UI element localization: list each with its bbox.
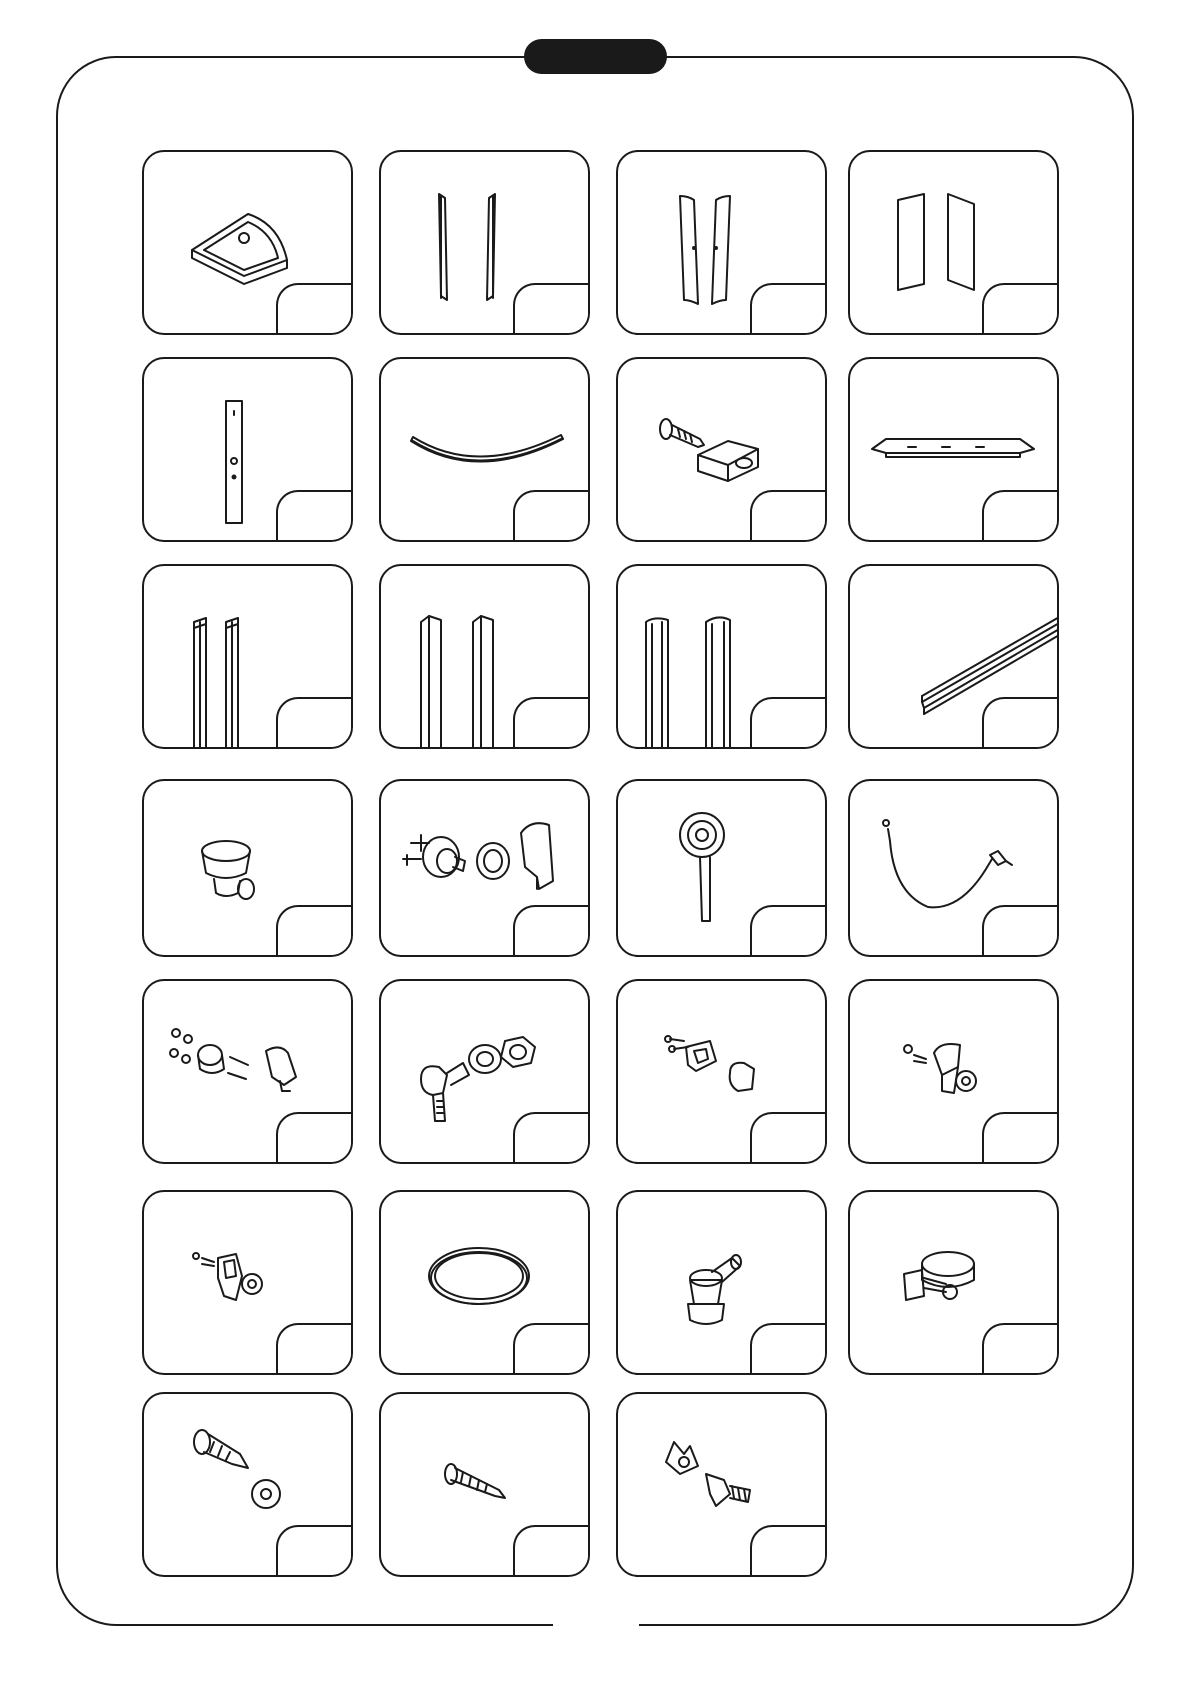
page-header-tab xyxy=(524,39,667,74)
part-card xyxy=(142,150,353,335)
part-label xyxy=(984,699,1059,749)
part-card xyxy=(848,150,1059,335)
part-number-tab xyxy=(513,1112,590,1164)
part-number-tab xyxy=(982,1112,1059,1164)
part-label xyxy=(515,285,590,335)
part-number-tab xyxy=(276,1525,353,1577)
part-card xyxy=(142,979,353,1164)
part-label xyxy=(278,285,353,335)
part-label xyxy=(278,907,353,957)
part-label xyxy=(278,1527,353,1577)
part-label xyxy=(515,1325,590,1375)
part-card xyxy=(142,357,353,542)
part-number-tab xyxy=(982,283,1059,335)
part-label xyxy=(515,492,590,542)
part-label xyxy=(752,492,827,542)
part-label xyxy=(515,1527,590,1577)
part-label xyxy=(752,1114,827,1164)
part-number-tab xyxy=(513,905,590,957)
part-number-tab xyxy=(513,697,590,749)
part-number-tab xyxy=(750,905,827,957)
part-card xyxy=(616,779,827,957)
part-card xyxy=(616,1392,827,1577)
part-label xyxy=(278,1114,353,1164)
part-number-tab xyxy=(750,697,827,749)
part-label xyxy=(984,1114,1059,1164)
part-number-tab xyxy=(982,697,1059,749)
part-number-tab xyxy=(276,490,353,542)
part-label xyxy=(278,699,353,749)
part-card xyxy=(616,357,827,542)
part-number-tab xyxy=(750,1525,827,1577)
part-number-tab xyxy=(276,697,353,749)
part-card xyxy=(142,779,353,957)
part-label xyxy=(752,699,827,749)
part-card xyxy=(848,357,1059,542)
part-card xyxy=(379,779,590,957)
part-number-tab xyxy=(276,905,353,957)
part-number-tab xyxy=(276,1112,353,1164)
part-label xyxy=(515,1114,590,1164)
part-card xyxy=(616,979,827,1164)
part-card xyxy=(379,150,590,335)
part-label xyxy=(752,1527,827,1577)
part-card xyxy=(379,564,590,749)
part-card xyxy=(848,979,1059,1164)
part-card xyxy=(142,1190,353,1375)
part-card xyxy=(142,1392,353,1577)
part-number-tab xyxy=(982,490,1059,542)
part-card xyxy=(848,564,1059,749)
part-card xyxy=(848,1190,1059,1375)
part-label xyxy=(515,907,590,957)
part-number-tab xyxy=(513,1323,590,1375)
part-card xyxy=(142,564,353,749)
part-number-tab xyxy=(750,1323,827,1375)
part-label xyxy=(278,1325,353,1375)
part-card xyxy=(616,150,827,335)
part-number-tab xyxy=(750,490,827,542)
part-card xyxy=(616,564,827,749)
part-number-tab xyxy=(513,283,590,335)
part-card xyxy=(616,1190,827,1375)
part-number-tab xyxy=(982,1323,1059,1375)
part-number-tab xyxy=(750,1112,827,1164)
part-number-tab xyxy=(513,490,590,542)
part-label xyxy=(752,907,827,957)
part-label xyxy=(278,492,353,542)
part-card xyxy=(379,979,590,1164)
part-label xyxy=(984,492,1059,542)
part-label xyxy=(752,1325,827,1375)
part-card xyxy=(379,357,590,542)
part-number-tab xyxy=(276,283,353,335)
part-label xyxy=(515,699,590,749)
part-label xyxy=(984,1325,1059,1375)
part-card xyxy=(379,1190,590,1375)
part-number-tab xyxy=(513,1525,590,1577)
part-card xyxy=(379,1392,590,1577)
part-label xyxy=(752,285,827,335)
part-label xyxy=(984,907,1059,957)
footer-gap xyxy=(553,1618,639,1632)
part-number-tab xyxy=(750,283,827,335)
part-number-tab xyxy=(982,905,1059,957)
part-number-tab xyxy=(276,1323,353,1375)
part-card xyxy=(848,779,1059,957)
part-label xyxy=(984,285,1059,335)
